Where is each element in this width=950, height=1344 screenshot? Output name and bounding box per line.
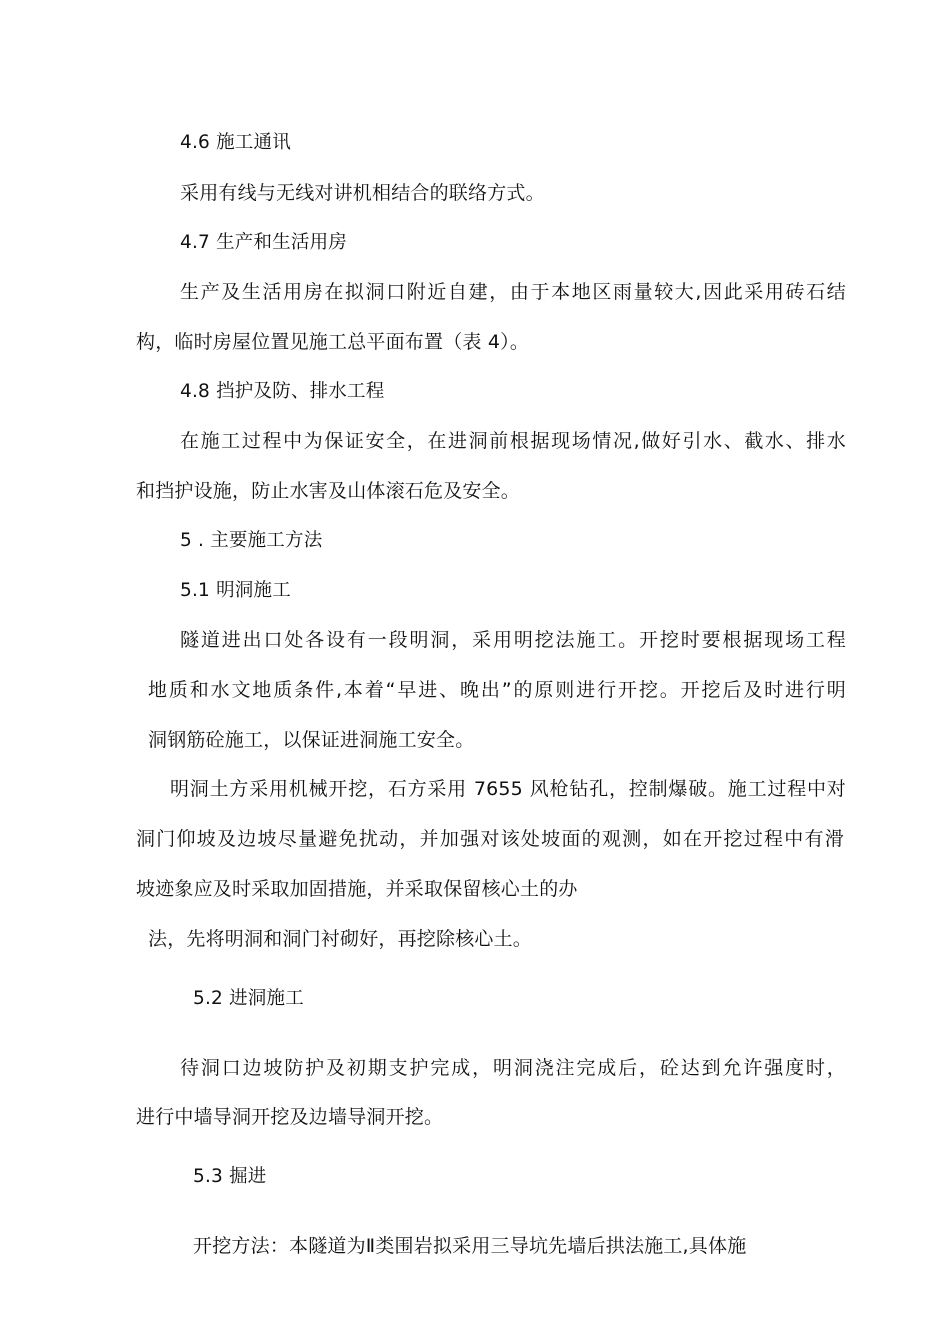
paragraph-line: 隧道进出口处各设有一段明洞，采用明挖法施工。开挖时要根据现场工程 — [180, 629, 846, 651]
section-heading-5: 5 . 主要施工方法 — [180, 530, 323, 551]
section-heading-5-3: 5.3 掘进 — [193, 1166, 267, 1187]
paragraph-line: 采用有线与无线对讲机相结合的联络方式。 — [180, 182, 545, 204]
paragraph-line: 和挡护设施，防止水害及山体滚石危及安全。 — [136, 480, 521, 502]
paragraph-line: 洞钢筋砼施工，以保证进洞施工安全。 — [148, 729, 475, 751]
paragraph-line: 待洞口边坡防护及初期支护完成，明洞浇注完成后，砼达到允许强度时， — [180, 1057, 846, 1079]
section-heading-5-2: 5.2 进洞施工 — [193, 988, 304, 1009]
paragraph-line: 在施工过程中为保证安全，在进洞前根据现场情况,做好引水、截水、排水 — [180, 430, 846, 452]
paragraph-line: 明洞土方采用机械开挖，石方采用 7655 风枪钻孔，控制爆破。施工过程中对 — [170, 778, 846, 800]
section-heading-5-1: 5.1 明洞施工 — [180, 580, 291, 601]
section-heading-4-7: 4.7 生产和生活用房 — [180, 232, 348, 253]
paragraph-line: 地质和水文地质条件,本着“早进、晚出”的原则进行开挖。开挖后及时进行明 — [148, 679, 846, 701]
paragraph-line: 进行中墙导洞开挖及边墙导洞开挖。 — [136, 1106, 444, 1128]
paragraph-line: 构，临时房屋位置见施工总平面布置（表 4）。 — [136, 331, 530, 353]
paragraph-line: 法，先将明洞和洞门衬砌好，再挖除核心土。 — [148, 928, 533, 950]
paragraph-line: 坡迹象应及时采取加固措施，并采取保留核心土的办 — [136, 878, 578, 900]
paragraph-line: 生产及生活用房在拟洞口附近自建，由于本地区雨量较大,因此采用砖石结 — [180, 281, 846, 303]
paragraph-line: 洞门仰坡及边坡尽量避免扰动，并加强对该处坡面的观测，如在开挖过程中有滑 — [136, 828, 844, 850]
paragraph-line: 开挖方法：本隧道为Ⅱ类围岩拟采用三导坑先墙后拱法施工,具体施 — [193, 1235, 747, 1257]
section-heading-4-6: 4.6 施工通讯 — [180, 132, 291, 153]
section-heading-4-8: 4.8 挡护及防、排水工程 — [180, 381, 385, 402]
